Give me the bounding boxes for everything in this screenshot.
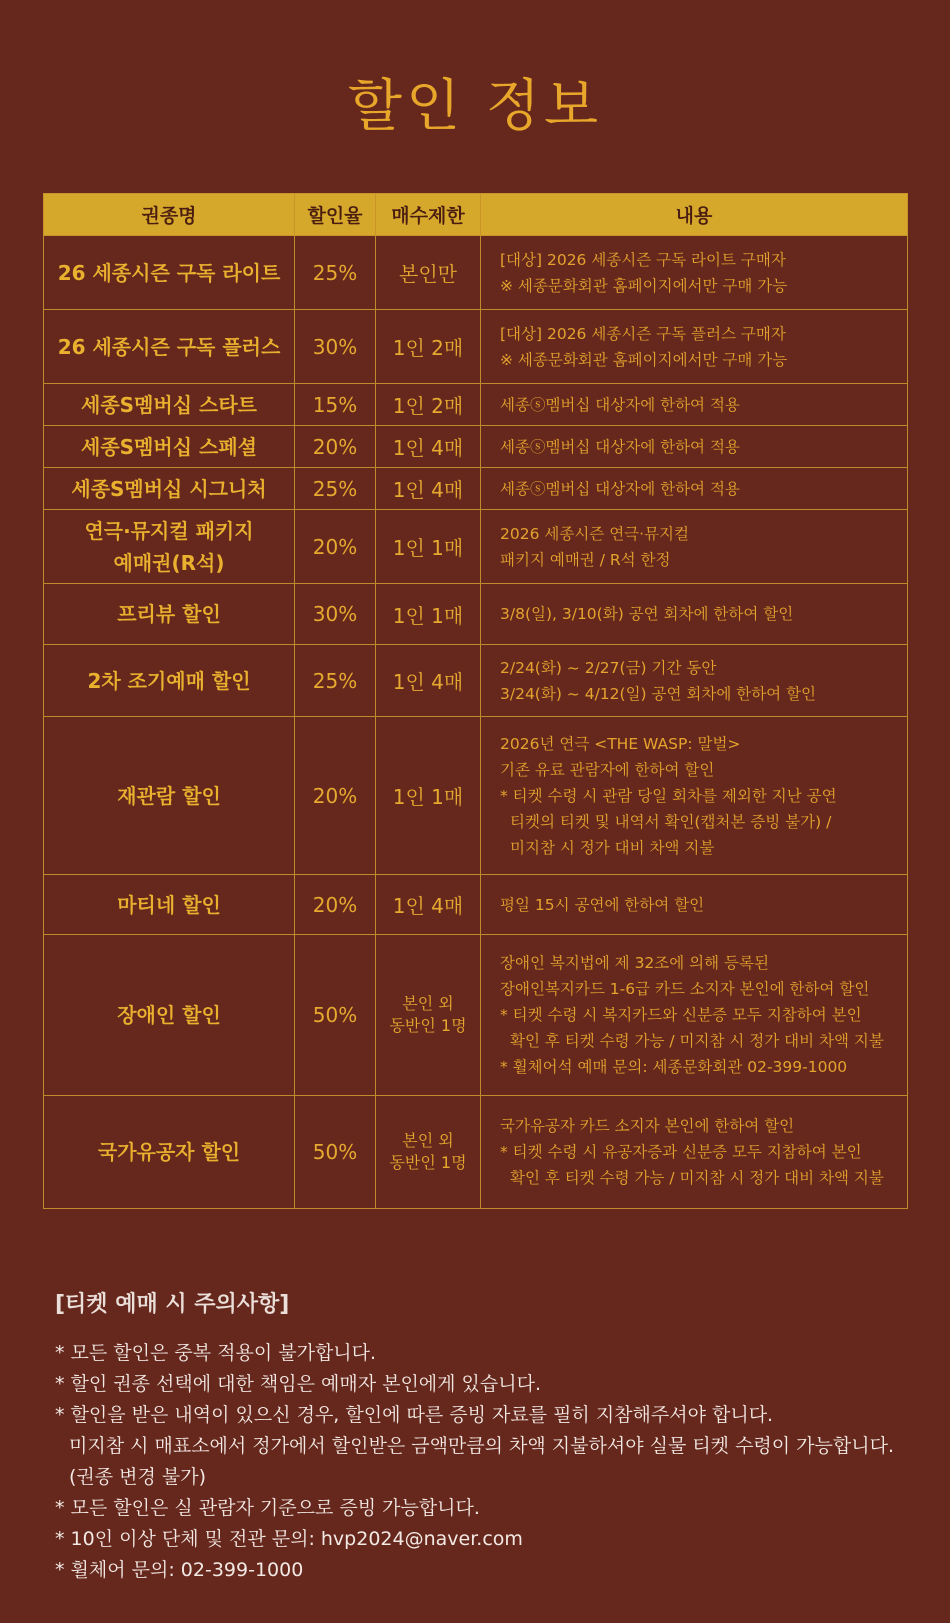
table-row (44, 510, 908, 584)
details-cell (481, 310, 908, 384)
table-row (44, 468, 908, 510)
ticket-type-cell (44, 717, 295, 875)
quantity-limit-cell (376, 935, 481, 1096)
details-cell-line: 2026 세종시즌 연극·뮤지컬 (500, 524, 689, 543)
quantity-limit-cell-line: 1인 4매 (392, 436, 464, 460)
notice-line: (권종 변경 불가) (69, 1466, 207, 1488)
notice-list (55, 1338, 925, 1586)
header-ticket-type: 권종명 (44, 194, 295, 236)
details-cell-line: 3/8(일), 3/10(화) 공연 회차에 한하여 할인 (500, 605, 794, 623)
details-cell-line: * 티켓 수령 시 복지카드와 신분증 모두 지참하여 본인 (500, 1006, 862, 1024)
quantity-limit-cell (376, 468, 481, 510)
table-row (44, 236, 908, 310)
quantity-limit-cell-line: 본인 외 (402, 994, 454, 1013)
table-row (44, 584, 908, 645)
discount-rate-cell: 20% (295, 510, 376, 584)
discount-rate-cell: 50% (295, 1096, 376, 1209)
details-cell-line: [대상] 2026 세종시즌 구독 라이트 구매자 (500, 250, 786, 269)
table-row (44, 935, 908, 1096)
header-details: 내용 (481, 194, 908, 236)
discount-rate-cell: 30% (295, 310, 376, 384)
details-cell-line: 장애인 복지법에 제 32조에 의해 등록된 (500, 954, 769, 972)
quantity-limit-cell-line: 본인만 (399, 262, 457, 286)
details-cell (481, 426, 908, 468)
ticket-type-cell-line: 26 세종시즌 구독 라이트 (57, 260, 281, 285)
table-row (44, 645, 908, 717)
quantity-limit-cell-line: 1인 1매 (392, 785, 464, 809)
ticket-type-cell (44, 584, 295, 645)
details-cell-line: * 티켓 수령 시 유공자증과 신분증 모두 지참하여 본인 (500, 1143, 862, 1161)
quantity-limit-cell (376, 310, 481, 384)
notice-line: * 10인 이상 단체 및 전관 문의: hvp2024@naver.com (55, 1528, 523, 1550)
ticket-type-cell (44, 645, 295, 717)
details-cell (481, 1096, 908, 1209)
details-cell (481, 236, 908, 310)
discount-rate-cell: 25% (295, 645, 376, 717)
details-cell-line: 3/24(화) ~ 4/12(일) 공연 회차에 한하여 할인 (500, 684, 817, 703)
quantity-limit-cell-line: 1인 4매 (392, 894, 464, 918)
details-cell (481, 510, 908, 584)
ticket-type-cell-line: 2차 조기예매 할인 (87, 668, 251, 693)
ticket-type-cell-line: 세종S멤버십 스타트 (81, 392, 257, 417)
quantity-limit-cell (376, 875, 481, 935)
details-cell-line: 2026년 연극 <THE WASP: 말벌> (500, 734, 741, 753)
table-row (44, 717, 908, 875)
ticket-type-cell-line: 세종S멤버십 시그니처 (71, 476, 267, 501)
notice-line: * 모든 할인은 중복 적용이 불가합니다. (55, 1342, 377, 1364)
page-title: 할인 정보 (347, 74, 603, 139)
details-cell-line: 장애인복지카드 1-6급 카드 소지자 본인에 한하여 할인 (500, 980, 870, 998)
notice-line: 미지참 시 매표소에서 정가에서 할인받은 금액만큼의 차액 지불하셔야 실물 티켓 수령이 가능합니다. (69, 1435, 894, 1457)
ticket-type-cell (44, 1096, 295, 1209)
details-cell (481, 717, 908, 875)
details-cell-line: [대상] 2026 세종시즌 구독 플러스 구매자 (500, 324, 786, 343)
details-cell-line: 2/24(화) ~ 2/27(금) 기간 동안 (500, 658, 717, 677)
ticket-type-cell-line: 연극·뮤지컬 패키지 (84, 518, 254, 543)
details-cell-line: 기존 유료 관람자에 한하여 할인 (500, 760, 715, 779)
details-cell-line: 확인 후 티켓 수령 가능 / 미지참 시 정가 대비 차액 지불 (510, 1169, 884, 1187)
header-quantity-limit: 매수제한 (376, 194, 481, 236)
table-row (44, 875, 908, 935)
discount-rate-cell: 20% (295, 875, 376, 935)
details-cell-line: ※ 세종문화회관 홈페이지에서만 구매 가능 (500, 350, 788, 369)
table-row (44, 310, 908, 384)
header-discount-rate: 할인율 (295, 194, 376, 236)
ticket-type-cell (44, 510, 295, 584)
ticket-type-cell-line: 재관람 할인 (117, 783, 221, 808)
ticket-type-cell-line: 프리뷰 할인 (117, 602, 221, 626)
quantity-limit-cell-line: 1인 2매 (392, 394, 464, 418)
ticket-type-cell (44, 384, 295, 426)
ticket-type-cell (44, 468, 295, 510)
notice-section (55, 1287, 925, 1586)
discount-rate-cell: 50% (295, 935, 376, 1096)
details-cell-line: 미지참 시 정가 대비 차액 지불 (510, 838, 715, 857)
quantity-limit-cell-line: 1인 2매 (392, 336, 464, 360)
details-cell-line: 세종ⓢ멤버십 대상자에 한하여 적용 (500, 395, 740, 414)
details-cell-line: 세종ⓢ멤버십 대상자에 한하여 적용 (500, 479, 740, 498)
discount-rate-cell: 20% (295, 426, 376, 468)
quantity-limit-cell-line: 1인 4매 (392, 670, 464, 694)
details-cell (481, 384, 908, 426)
discount-rate-cell: 15% (295, 384, 376, 426)
quantity-limit-cell-line: 1인 1매 (392, 536, 464, 560)
details-cell (481, 468, 908, 510)
quantity-limit-cell-line: 본인 외 (402, 1131, 454, 1150)
table-header-row (44, 194, 908, 236)
details-cell (481, 935, 908, 1096)
details-cell-line: 패키지 예매권 / R석 한정 (500, 550, 671, 569)
quantity-limit-cell (376, 426, 481, 468)
details-cell (481, 584, 908, 645)
ticket-type-cell-line: 마티네 할인 (117, 892, 221, 917)
quantity-limit-cell-line: 동반인 1명 (389, 1153, 467, 1172)
ticket-type-cell (44, 236, 295, 310)
quantity-limit-cell-line: 1인 1매 (392, 603, 464, 628)
details-cell-line: 티켓의 티켓 및 내역서 확인(캡처본 증빙 불가) / (510, 812, 832, 831)
discount-rate-cell: 25% (295, 468, 376, 510)
notice-title: [티켓 예매 시 주의사항] (55, 1292, 290, 1317)
discount-rate-cell: 30% (295, 584, 376, 645)
details-cell-line: 확인 후 티켓 수령 가능 / 미지참 시 정가 대비 차액 지불 (510, 1032, 884, 1050)
ticket-type-cell (44, 935, 295, 1096)
ticket-type-cell-line: 세종S멤버십 스페셜 (81, 434, 257, 459)
quantity-limit-cell (376, 236, 481, 310)
details-cell (481, 875, 908, 935)
quantity-limit-cell (376, 645, 481, 717)
discount-rate-cell: 25% (295, 236, 376, 310)
notice-line: * 모든 할인은 실 관람자 기준으로 증빙 가능합니다. (55, 1497, 480, 1519)
quantity-limit-cell (376, 584, 481, 645)
quantity-limit-cell (376, 510, 481, 584)
notice-line: * 할인을 받은 내역이 있으신 경우, 할인에 따른 증빙 자료를 필히 지참해주셔야 합니다. (55, 1404, 774, 1426)
details-cell-line: * 티켓 수령 시 관람 당일 회차를 제외한 지난 공연 (500, 786, 837, 805)
details-cell-line: 국가유공자 카드 소지자 본인에 한하여 할인 (500, 1117, 795, 1135)
ticket-type-cell-line: 26 세종시즌 구독 플러스 (57, 334, 281, 359)
details-cell-line: 세종ⓢ멤버십 대상자에 한하여 적용 (500, 437, 740, 456)
quantity-limit-cell-line: 1인 4매 (392, 478, 464, 502)
discount-table (43, 193, 908, 1209)
details-cell (481, 645, 908, 717)
notice-line: * 할인 권종 선택에 대한 책임은 예매자 본인에게 있습니다. (55, 1373, 541, 1395)
ticket-type-cell (44, 310, 295, 384)
table-row (44, 384, 908, 426)
ticket-type-cell (44, 426, 295, 468)
table-row (44, 426, 908, 468)
details-cell-line: * 휠체어석 예매 문의: 세종문화회관 02-399-1000 (500, 1058, 848, 1076)
quantity-limit-cell (376, 1096, 481, 1209)
quantity-limit-cell (376, 717, 481, 875)
quantity-limit-cell (376, 384, 481, 426)
ticket-type-cell-line: 예매권(R석) (113, 550, 225, 575)
discount-rate-cell: 20% (295, 717, 376, 875)
notice-line: * 휠체어 문의: 02-399-1000 (55, 1559, 304, 1581)
ticket-type-cell-line: 장애인 할인 (117, 1003, 221, 1027)
details-cell-line: ※ 세종문화회관 홈페이지에서만 구매 가능 (500, 276, 788, 295)
quantity-limit-cell-line: 동반인 1명 (389, 1016, 467, 1035)
ticket-type-cell-line: 국가유공자 할인 (97, 1140, 241, 1164)
table-row (44, 1096, 908, 1209)
ticket-type-cell (44, 875, 295, 935)
details-cell-line: 평일 15시 공연에 한하여 할인 (500, 895, 705, 914)
